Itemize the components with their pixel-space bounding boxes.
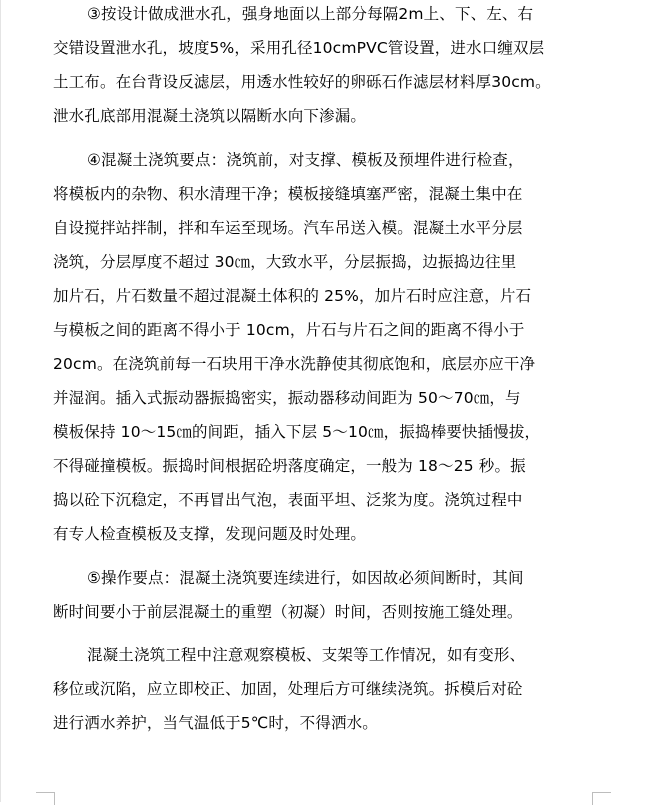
text-line: 交错设置泄水孔，坡度5%，采用孔径10cmPVC管设置，进水口缠双层: [53, 39, 545, 57]
text-line: 进行洒水养护，当气温低于5℃时，不得洒水。: [53, 714, 378, 732]
text-line: 泄水孔底部用混凝土浇筑以隔断水向下渗漏。: [53, 107, 367, 125]
text-line: 土工布。在台背设反滤层，用透水性较好的卵砾石作滤层材料厚30cm。: [53, 73, 551, 91]
text-line: 加片石，片石数量不超过混凝土体积的 25%，加片石时应注意，片石: [53, 287, 532, 305]
text-line: 20cm。在浇筑前每一石块用干净水洗静使其彻底饱和，底层亦应干净: [53, 355, 536, 373]
page-corner-mark-right: [592, 792, 611, 805]
text-line: 将模板内的杂物、积水清理干净；模板接缝填塞严密，混凝土集中在: [53, 185, 523, 203]
text-line: 浇筑，分层厚度不超过 30㎝，大致水平，分层振捣，边振捣边往里: [53, 253, 517, 271]
text-line: 并湿润。插入式振动器振捣密实，振动器移动间距为 50～70㎝，与: [53, 389, 521, 407]
text-line: 移位或沉陷，应立即校正、加固，处理后方可继续浇筑。拆模后对砼: [53, 680, 523, 698]
text-line: ③按设计做成泄水孔，强身地面以上部分每隔2m上、下、左、右: [87, 5, 534, 23]
text-line: 断时间要小于前层混凝土的重塑（初凝）时间，否则按施工缝处理。: [53, 603, 523, 621]
text-line: 不得碰撞模板。振捣时间根据砼坍落度确定，一般为 18～25 秒。振: [53, 457, 526, 475]
text-line: 捣以砼下沉稳定，不再冒出气泡，表面平坦、泛浆为度。浇筑过程中: [53, 491, 523, 509]
text-line: 自设搅拌站拌制，拌和车运至现场。汽车吊送入模。混凝土水平分层: [53, 219, 523, 237]
text-line: 有专人检查模板及支撑，发现问题及时处理。: [53, 525, 367, 543]
text-line: ⑤操作要点：混凝土浇筑要连续进行，如因故必须间断时，其间: [87, 569, 524, 587]
text-line: 与模板之间的距离不得小于 10cm，片石与片石之间的距离不得小于: [53, 321, 525, 339]
text-line: ④混凝土浇筑要点：浇筑前，对支撑、模板及预埋件进行检查，: [87, 151, 524, 169]
text-line: 模板保持 10～15㎝的间距，插入下层 5～10㎝，振捣棒要快插慢拔，: [53, 423, 541, 441]
page-corner-mark-left: [36, 792, 55, 805]
text-line: 混凝土浇筑工程中注意观察模板、支架等工作情况，如有变形、: [87, 646, 526, 664]
